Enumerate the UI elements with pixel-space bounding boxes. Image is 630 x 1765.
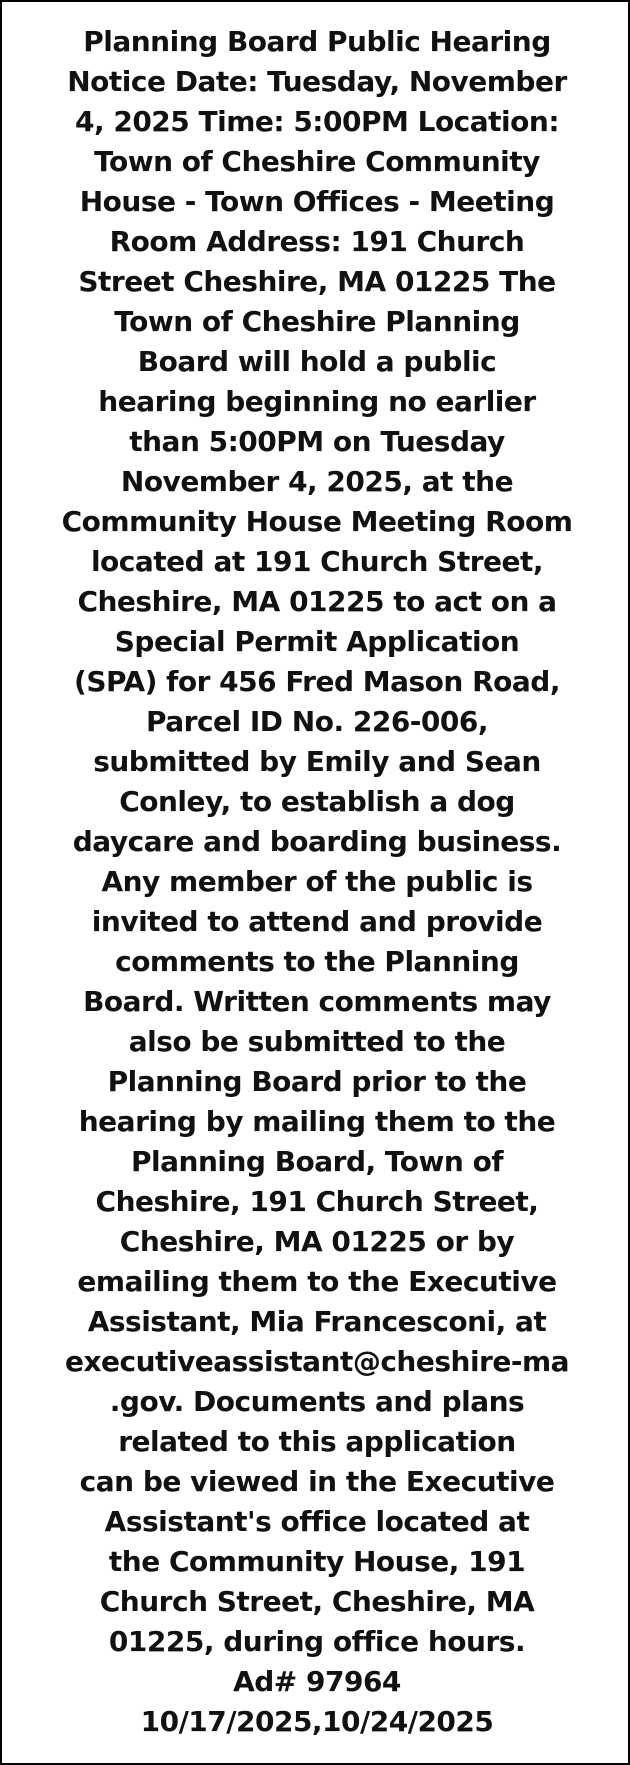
notice-line: (SPA) for 456 Fred Mason Road, bbox=[74, 665, 560, 698]
notice-line: hearing by mailing them to the bbox=[78, 1105, 556, 1138]
notice-line: Planning Board, Town of bbox=[131, 1145, 503, 1178]
notice-line: emailing them to the Executive bbox=[77, 1265, 557, 1298]
notice-line: comments to the Planning bbox=[115, 945, 519, 978]
notice-line: Planning Board prior to the bbox=[107, 1065, 527, 1098]
notice-line: .gov. Documents and plans bbox=[109, 1385, 525, 1418]
notice-line: Special Permit Application bbox=[114, 625, 520, 658]
ad-number: Ad# 97964 bbox=[233, 1665, 401, 1698]
notice-line: also be submitted to the bbox=[128, 1025, 506, 1058]
notice-line: Assistant, Mia Francesconi, at bbox=[87, 1305, 547, 1338]
run-dates: 10/17/2025,10/24/2025 bbox=[140, 1705, 494, 1738]
notice-line: November 4, 2025, at the bbox=[120, 465, 514, 498]
notice-line: Street Cheshire, MA 01225 The bbox=[78, 265, 556, 298]
notice-line: Any member of the public is bbox=[101, 865, 533, 898]
notice-line: Cheshire, MA 01225 or by bbox=[119, 1225, 515, 1258]
notice-line: than 5:00PM on Tuesday bbox=[129, 425, 505, 458]
notice-line: Town of Cheshire Community bbox=[94, 145, 540, 178]
notice-line: Assistant's office located at bbox=[104, 1505, 530, 1538]
notice-line: Board will hold a public bbox=[137, 345, 497, 378]
notice-line: executiveassistant@cheshire-ma bbox=[64, 1345, 570, 1378]
notice-line: 4, 2025 Time: 5:00PM Location: bbox=[74, 105, 560, 138]
notice-line: daycare and boarding business. bbox=[72, 825, 562, 858]
notice-line: Town of Cheshire Planning bbox=[114, 305, 520, 338]
notice-line: hearing beginning no earlier bbox=[98, 385, 536, 418]
notice-line: can be viewed in the Executive bbox=[79, 1465, 555, 1498]
notice-line: Community House Meeting Room bbox=[61, 505, 573, 538]
notice-line: Notice Date: Tuesday, November bbox=[67, 65, 567, 98]
notice-line: Conley, to establish a dog bbox=[119, 785, 515, 818]
notice-line: invited to attend and provide bbox=[91, 905, 543, 938]
notice-line: related to this application bbox=[118, 1425, 516, 1458]
notice-line: House - Town Offices - Meeting bbox=[79, 185, 555, 218]
notice-line: the Community House, 191 bbox=[108, 1545, 526, 1578]
notice-line: Church Street, Cheshire, MA bbox=[99, 1585, 535, 1618]
notice-line: Planning Board Public Hearing bbox=[83, 25, 551, 58]
notice-line: Board. Written comments may bbox=[83, 985, 551, 1018]
notice-line: Cheshire, 191 Church Street, bbox=[95, 1185, 539, 1218]
notice-line: Cheshire, MA 01225 to act on a bbox=[77, 585, 557, 618]
notice-line: submitted by Emily and Sean bbox=[93, 745, 541, 778]
notice-body bbox=[8, 22, 626, 1742]
notice-line: Parcel ID No. 226-006, bbox=[145, 705, 489, 738]
notice-line: Room Address: 191 Church bbox=[109, 225, 525, 258]
notice-line: located at 191 Church Street, bbox=[90, 545, 544, 578]
notice-line: 01225, during office hours. bbox=[108, 1625, 526, 1658]
